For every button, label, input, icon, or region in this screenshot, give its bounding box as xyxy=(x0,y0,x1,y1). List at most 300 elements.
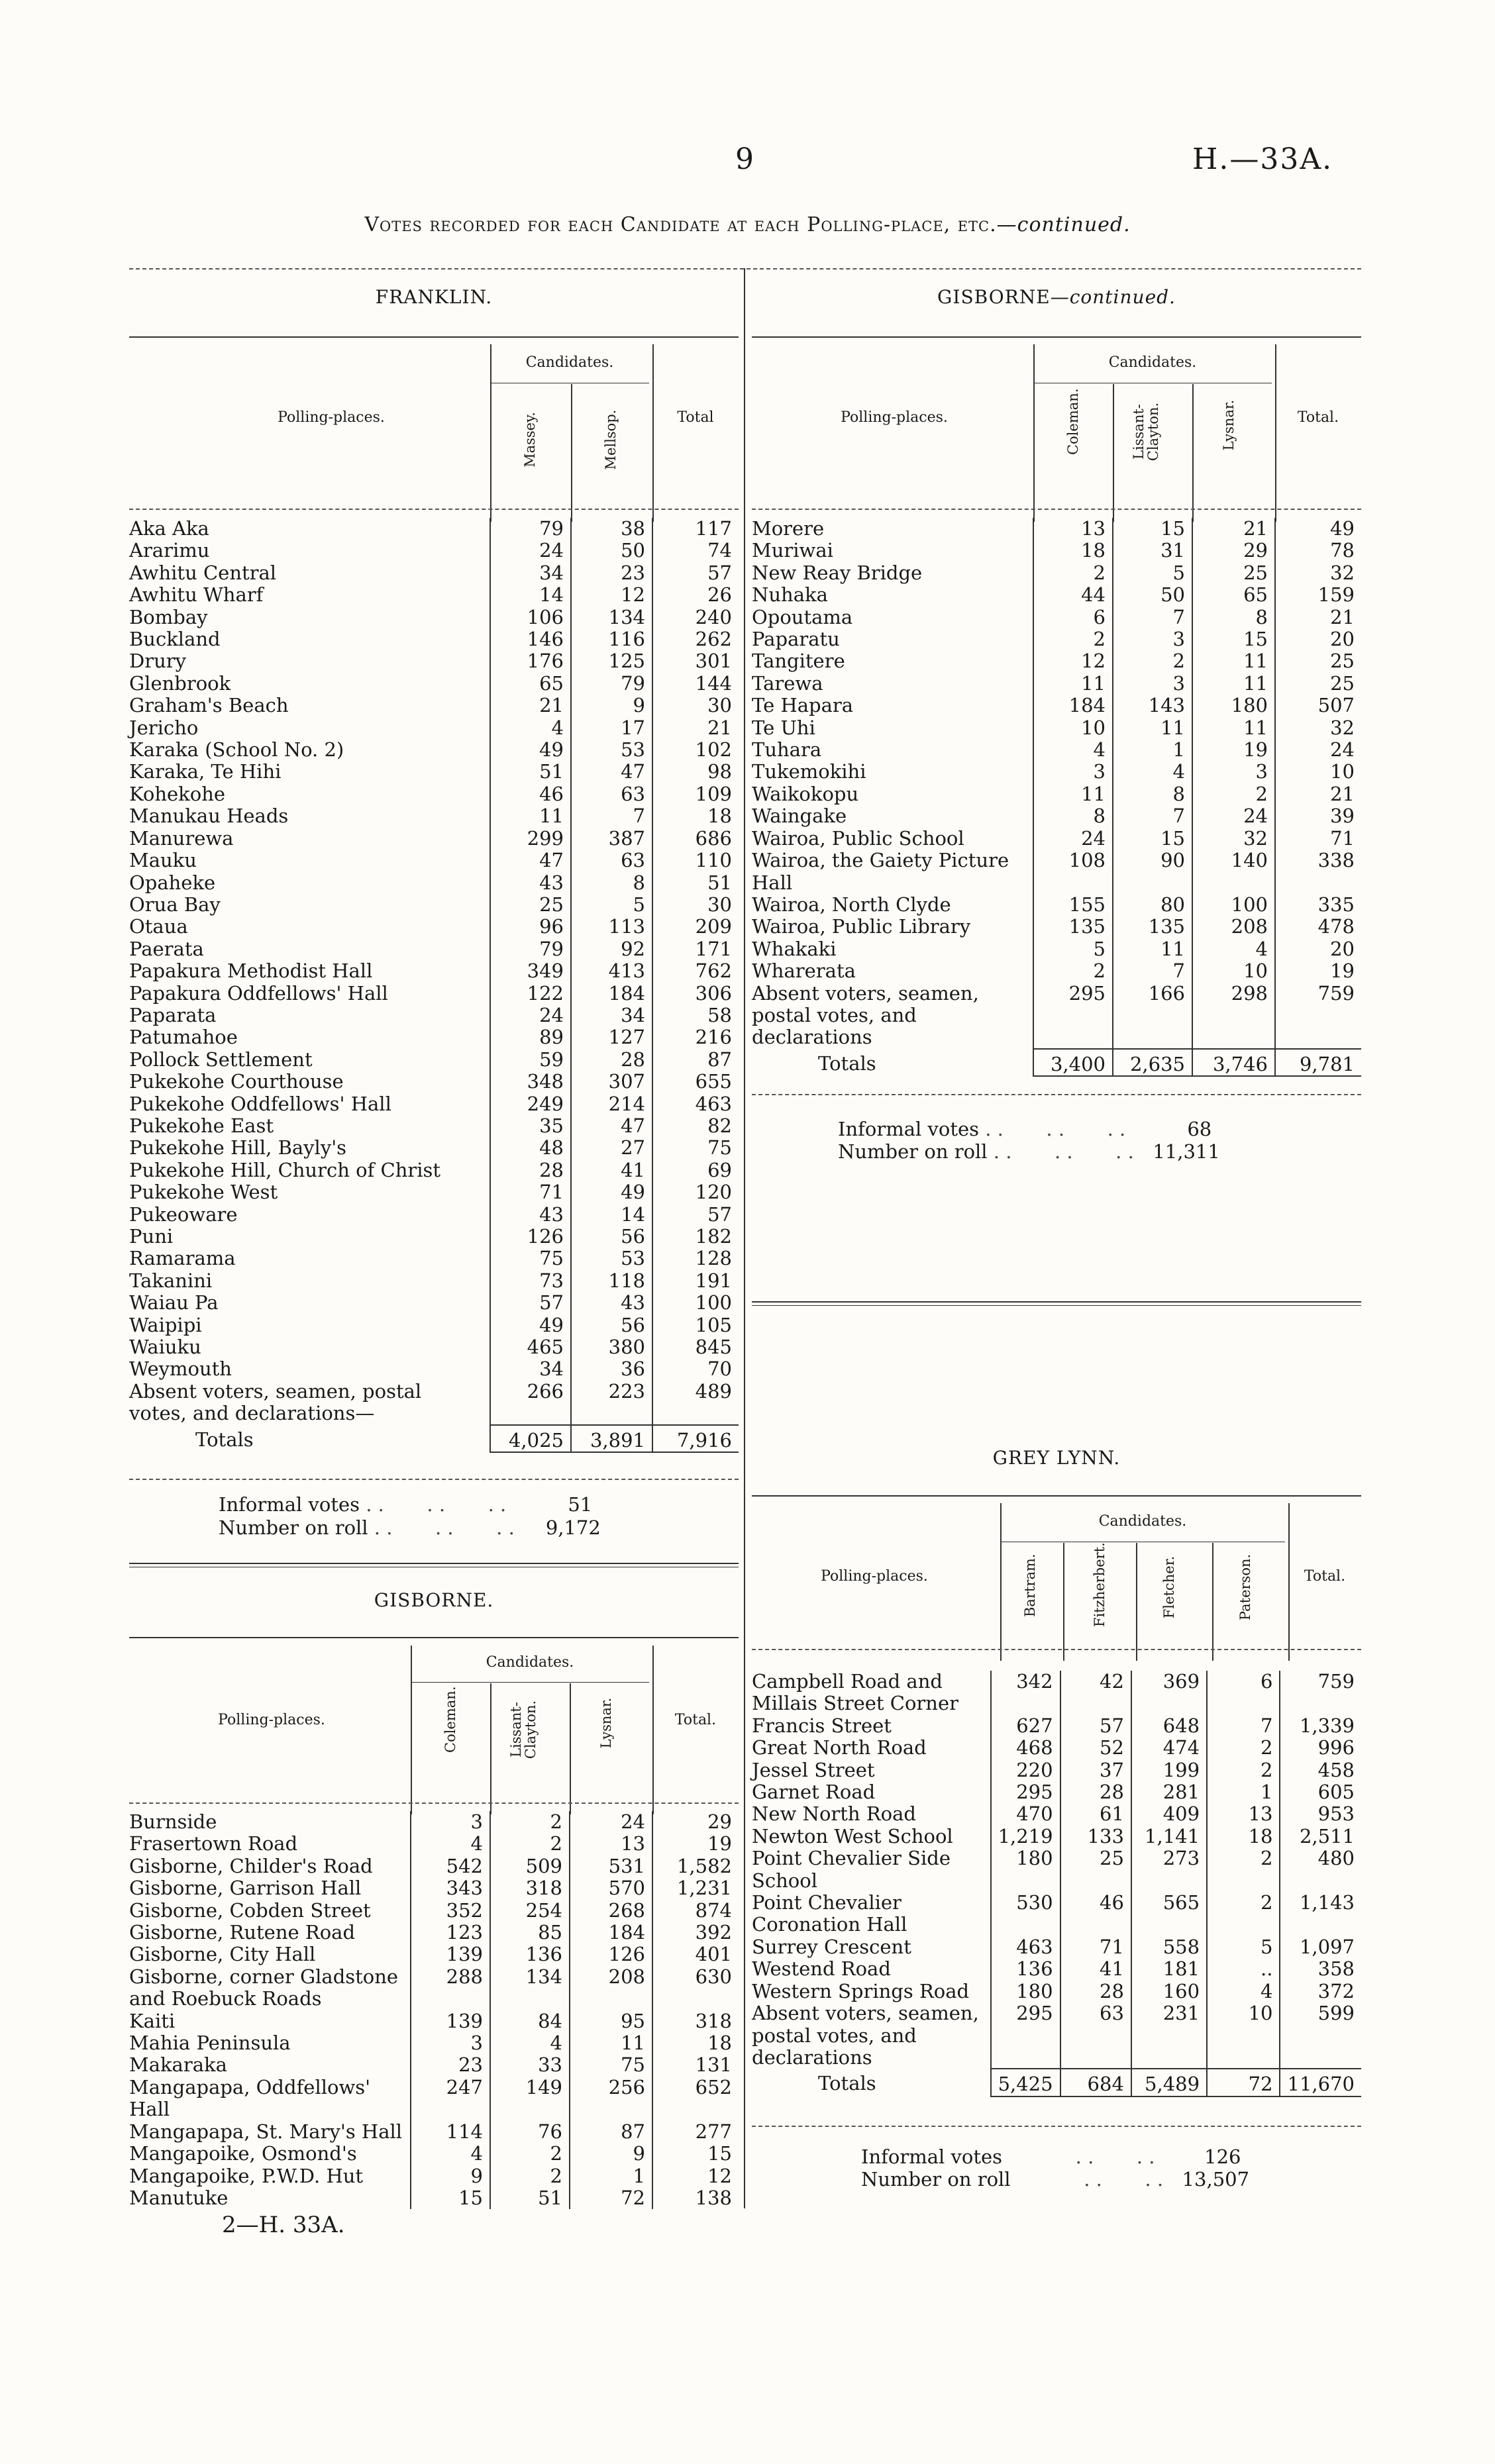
franklin-polling-place: Kohekohe xyxy=(129,782,226,805)
franklin-grand-total: 7,916 xyxy=(652,1425,739,1452)
gisborne-polling-place: Tukemokihi xyxy=(752,760,866,783)
franklin-votes-cell: 348 xyxy=(490,1071,571,1093)
gisborne-roll: Number on roll . . . . . . 11,311 xyxy=(838,1140,1220,1163)
grey-lynn-votes-cell: 5 xyxy=(1207,1936,1280,1958)
franklin-row xyxy=(129,1005,739,1026)
franklin-polling-place: Takanini xyxy=(129,1269,213,1292)
grey-lynn-totals-cell: 5,489 xyxy=(1131,2069,1207,2096)
grey-lynn-cand-1: Fitzherbert. xyxy=(1092,1542,1108,1627)
gisborne-total-cell: 20 xyxy=(1275,938,1361,960)
gisborne-row xyxy=(129,1833,739,1855)
gisborne-polling-place: Wharerata xyxy=(752,960,856,983)
gisborne-votes-cell: 8 xyxy=(1033,805,1113,827)
gisborne-row xyxy=(129,1922,739,1944)
gisborne-polling-place: Gisborne, Childer's Road xyxy=(129,1854,373,1877)
gisborne-votes-cell: 51 xyxy=(490,2187,570,2209)
franklin-votes-cell: 51 xyxy=(490,761,571,783)
franklin-votes-cell: 266 xyxy=(490,1381,571,1425)
gisborne-polling-place: Mangapapa, Oddfellows' Hall xyxy=(129,2075,371,2121)
franklin-total-cell: 120 xyxy=(652,1181,739,1203)
gisborne-votes-cell: 542 xyxy=(411,1855,490,1877)
grey-lynn-votes-cell: 136 xyxy=(991,1958,1060,1980)
gisborne-votes-cell: 208 xyxy=(570,1966,652,2010)
gisborne-row xyxy=(752,739,1361,761)
franklin-row xyxy=(129,1181,739,1203)
gisborne-votes-cell: 11 xyxy=(1192,650,1275,672)
grey-lynn-informal-value: 126 xyxy=(1204,2145,1241,2168)
subtitle-continued: continued. xyxy=(1017,213,1131,236)
franklin-total-cell: 463 xyxy=(652,1093,739,1115)
gisborne-polling-place: Absent voters, seamen, postal votes, and declarations xyxy=(752,981,979,1049)
gisborne-votes-cell: 90 xyxy=(1113,850,1192,894)
gisborne-totals-label: Totals xyxy=(818,1052,876,1075)
franklin-row xyxy=(129,1071,739,1093)
franklin-total-cell: 58 xyxy=(652,1005,739,1026)
franklin-total-cell: 51 xyxy=(652,872,739,894)
franklin-total-cell: 102 xyxy=(652,739,739,761)
franklin-votes-cell: 17 xyxy=(571,717,652,739)
gisborne-votes-cell: 4 xyxy=(1113,761,1192,783)
gisborne-votes-cell: 247 xyxy=(411,2077,490,2121)
gisborne-total-cell: 71 xyxy=(1275,828,1361,850)
gisborne-polling-place: Tangitere xyxy=(752,650,845,673)
franklin-polling-place: Aka Aka xyxy=(129,517,209,540)
grey-lynn-votes-cell: 409 xyxy=(1131,1803,1207,1825)
franklin-bottom-rule xyxy=(129,1479,739,1480)
franklin-total-cell: 762 xyxy=(652,960,739,982)
franklin-votes-cell: 49 xyxy=(490,739,571,761)
franklin-polling-place: Papakura Oddfellows' Hall xyxy=(129,981,388,1005)
gisborne-polling-place: Wairoa, North Clyde xyxy=(752,893,951,916)
gisborne-cont-title-cont: continued. xyxy=(1069,286,1176,308)
franklin-polling-place: Weymouth xyxy=(129,1357,232,1381)
gisborne-votes-cell: 100 xyxy=(1192,894,1275,916)
franklin-votes-cell: 14 xyxy=(490,584,571,606)
grey-lynn-cand-2: Fletcher. xyxy=(1161,1555,1177,1619)
gisborne-row xyxy=(129,2032,739,2054)
gisborne-row xyxy=(129,1811,739,1833)
franklin-polling-place: Manukau Heads xyxy=(129,805,289,828)
grey-lynn-hdr-vrule xyxy=(1000,1503,1002,1661)
grey-lynn-totals-row xyxy=(752,2069,1361,2096)
gisborne-votes-cell: 295 xyxy=(1033,983,1113,1049)
grey-lynn-votes-cell: 463 xyxy=(991,1936,1060,1958)
gisborne-row xyxy=(129,2187,739,2209)
grey-lynn-votes-cell: 25 xyxy=(1060,1848,1131,1892)
franklin-polling-label: Polling-places. xyxy=(278,409,385,426)
franklin-votes-cell: 349 xyxy=(490,960,571,982)
grey-lynn-row xyxy=(752,1936,1361,1958)
gisborne-votes-cell: 18 xyxy=(1033,540,1113,562)
grey-lynn-votes-cell: 2 xyxy=(1207,1737,1280,1759)
franklin-votes-cell: 11 xyxy=(490,805,571,827)
gisborne-votes-cell: 288 xyxy=(411,1966,490,2010)
grey-lynn-votes-cell: 133 xyxy=(1060,1826,1131,1848)
gisborne-cont-cand-2: Lysnar. xyxy=(1221,399,1237,451)
gisborne-row xyxy=(129,2121,739,2143)
gisborne-votes-cell: 3 xyxy=(1192,761,1275,783)
gisborne-votes-cell: 180 xyxy=(1192,695,1275,716)
gisborne-row xyxy=(752,850,1361,894)
grey-lynn-votes-cell: 57 xyxy=(1060,1715,1131,1737)
franklin-row xyxy=(129,1159,739,1181)
grey-lynn-total-cell: 358 xyxy=(1280,1958,1361,1980)
grey-lynn-votes-cell: 295 xyxy=(991,2002,1060,2069)
grey-lynn-row xyxy=(752,1848,1361,1892)
gisborne-votes-cell: 2 xyxy=(1033,628,1113,650)
franklin-total-cell: 306 xyxy=(652,983,739,1005)
franklin-polling-place: Manurewa xyxy=(129,826,234,850)
gisborne-candidates-rule xyxy=(411,1682,649,1683)
franklin-total-cell: 57 xyxy=(652,1204,739,1226)
franklin-votes-cell: 122 xyxy=(490,983,571,1005)
grey-lynn-votes-cell: 160 xyxy=(1131,1981,1207,2002)
grey-lynn-header-top-rule xyxy=(752,1495,1361,1497)
gisborne-votes-cell: 23 xyxy=(411,2054,490,2076)
franklin-row xyxy=(129,1226,739,1248)
gisborne-votes-cell: 5 xyxy=(1113,562,1192,584)
gisborne-cont-hdr-vrule xyxy=(1033,344,1035,522)
grey-lynn-total-cell: 1,143 xyxy=(1280,1892,1361,1936)
gisborne-votes-cell: 352 xyxy=(411,1900,490,1922)
franklin-row xyxy=(129,983,739,1005)
grey-lynn-votes-cell: 1,219 xyxy=(991,1826,1060,1848)
franklin-votes-cell: 27 xyxy=(571,1137,652,1159)
gisborne-polling-place: Te Hapara xyxy=(752,694,854,717)
franklin-votes-cell: 12 xyxy=(571,584,652,606)
franklin-polling-place: Ararimu xyxy=(129,539,210,562)
gisborne-row xyxy=(129,1944,739,1965)
gisborne-total-cell: 32 xyxy=(1275,717,1361,739)
franklin-row xyxy=(129,1314,739,1336)
grey-lynn-polling-label: Polling-places. xyxy=(821,1568,928,1585)
gisborne-polling-place: Mangapoike, P.W.D. Hut xyxy=(129,2164,364,2187)
franklin-total-cell: 100 xyxy=(652,1292,739,1314)
gisborne-polling-place: Kaiti xyxy=(129,2009,176,2032)
franklin-total-cell: 128 xyxy=(652,1248,739,1269)
franklin-row xyxy=(129,562,739,584)
franklin-votes-cell: 25 xyxy=(490,894,571,916)
grey-lynn-total-cell: 953 xyxy=(1280,1803,1361,1825)
gisborne-row xyxy=(752,650,1361,672)
gisborne-totals-cell: 3,400 xyxy=(1033,1049,1113,1076)
grey-lynn-polling-place: Point Chevalier Coronation Hall xyxy=(752,1891,907,1936)
franklin-header-top-rule xyxy=(129,336,739,338)
gisborne-votes-cell: 32 xyxy=(1192,828,1275,850)
franklin-hdr-vrule xyxy=(652,344,654,522)
franklin-total-cell: 69 xyxy=(652,1159,739,1181)
gisborne-row xyxy=(129,2165,739,2187)
gisborne-polling-place: Mangapoike, Osmond's xyxy=(129,2142,357,2165)
gisborne-polling-place: Te Uhi xyxy=(752,716,815,739)
grey-lynn-votes-cell: 369 xyxy=(1131,1671,1207,1715)
gisborne-votes-cell: 184 xyxy=(1033,695,1113,716)
franklin-votes-cell: 71 xyxy=(490,1181,571,1203)
gisborne-votes-cell: 11 xyxy=(570,2032,652,2054)
franklin-total-cell: 240 xyxy=(652,607,739,628)
gisborne-row xyxy=(752,540,1361,562)
gisborne-total-cell: 10 xyxy=(1275,761,1361,783)
franklin-row xyxy=(129,1115,739,1137)
gisborne-votes-cell: 24 xyxy=(1033,828,1113,850)
grey-lynn-hdr-vrule xyxy=(1212,1543,1213,1661)
gisborne-votes-cell: 11 xyxy=(1033,673,1113,695)
grey-lynn-row xyxy=(752,1715,1361,1737)
franklin-votes-cell: 34 xyxy=(571,1005,652,1026)
grey-lynn-row xyxy=(752,1781,1361,1803)
grey-lynn-hdr-vrule xyxy=(1063,1543,1064,1661)
grey-lynn-polling-place: Western Springs Road xyxy=(752,1979,970,2002)
grey-lynn-row xyxy=(752,1759,1361,1781)
gisborne-votes-cell: 4 xyxy=(490,2032,570,2054)
franklin-polling-place: Pukekohe East xyxy=(129,1114,274,1137)
gisborne-total-cell: 507 xyxy=(1275,695,1361,716)
grey-lynn-row xyxy=(752,1981,1361,2002)
franklin-votes-cell: 75 xyxy=(490,1248,571,1269)
gisborne-total-cell: 159 xyxy=(1275,584,1361,606)
grey-lynn-votes-cell: 199 xyxy=(1131,1759,1207,1781)
gisborne-row xyxy=(752,916,1361,938)
grey-lynn-votes-cell: 474 xyxy=(1131,1737,1207,1759)
franklin-total-cell: 655 xyxy=(652,1071,739,1093)
gisborne-cont-hdr-vrule xyxy=(1192,384,1194,522)
gisborne-votes-cell: 29 xyxy=(1192,540,1275,562)
gisborne-totals-cell: 2,635 xyxy=(1113,1049,1192,1076)
gisborne-votes-cell: 4 xyxy=(411,1833,490,1855)
grey-lynn-polling-place: Campbell Road and Millais Street Corner xyxy=(752,1670,958,1715)
grey-lynn-polling-place: Great North Road xyxy=(752,1736,927,1759)
gisborne-polling-place: Manutuke xyxy=(129,2186,229,2209)
franklin-polling-place: Pukekohe Hill, Church of Christ xyxy=(129,1158,441,1181)
franklin-total-cell: 82 xyxy=(652,1115,739,1137)
grey-lynn-votes-cell: 2 xyxy=(1207,1759,1280,1781)
gisborne-total-cell: 1,231 xyxy=(652,1877,739,1899)
grey-lynn-votes-cell: 18 xyxy=(1207,1826,1280,1848)
franklin-row xyxy=(129,916,739,938)
gisborne-votes-cell: 85 xyxy=(490,1922,570,1944)
franklin-polling-place: Papakura Methodist Hall xyxy=(129,960,373,983)
grey-lynn-total-cell: 372 xyxy=(1280,1981,1361,2002)
franklin-row xyxy=(129,1204,739,1226)
franklin-votes-cell: 125 xyxy=(571,650,652,672)
franklin-hdr-vrule xyxy=(490,344,491,522)
gisborne-polling-label: Polling-places. xyxy=(218,1712,325,1728)
franklin-polling-place: Graham's Beach xyxy=(129,694,289,717)
franklin-votes-cell: 7 xyxy=(571,805,652,827)
gisborne-total-cell: 21 xyxy=(1275,783,1361,805)
grey-lynn-votes-cell: 42 xyxy=(1060,1671,1131,1715)
gisborne-votes-cell: 2 xyxy=(490,2165,570,2187)
franklin-votes-cell: 43 xyxy=(490,872,571,894)
franklin-polling-place: Awhitu Wharf xyxy=(129,583,264,607)
gisborne-votes-cell: 123 xyxy=(411,1922,490,1944)
franklin-polling-place: Paerata xyxy=(129,937,204,960)
franklin-total-cell: 301 xyxy=(652,650,739,672)
gisborne-votes-cell: 13 xyxy=(1033,518,1113,540)
franklin-row xyxy=(129,783,739,805)
document-reference: H.—33A. xyxy=(1192,142,1333,176)
gisborne-polling-place: Nuhaka xyxy=(752,583,828,607)
grey-lynn-row xyxy=(752,2002,1361,2069)
franklin-votes-cell: 63 xyxy=(571,850,652,871)
gisborne-votes-cell: 509 xyxy=(490,1855,570,1877)
gisborne-votes-cell: 21 xyxy=(1192,518,1275,540)
grey-lynn-votes-cell: 181 xyxy=(1131,1958,1207,1980)
gisborne-cont-hdr-vrule xyxy=(1275,344,1276,522)
grey-lynn-votes-cell: 530 xyxy=(991,1892,1060,1936)
franklin-votes-cell: 5 xyxy=(571,894,652,916)
franklin-votes-cell: 116 xyxy=(571,628,652,650)
gisborne-votes-cell: 256 xyxy=(570,2077,652,2121)
grey-lynn-polling-place: Westend Road xyxy=(752,1957,891,1981)
franklin-polling-place: Ramarama xyxy=(129,1247,236,1270)
gisborne-votes-cell: 65 xyxy=(1192,584,1275,606)
gisborne-votes-cell: 24 xyxy=(1192,805,1275,827)
franklin-header-bottom-rule xyxy=(129,509,739,510)
gisborne-total-cell: 1,582 xyxy=(652,1855,739,1877)
grey-lynn-row xyxy=(752,1671,1361,1715)
grey-lynn-roll-label: Number on roll xyxy=(861,2168,1011,2191)
franklin-votes-cell: 8 xyxy=(571,872,652,894)
gisborne-polling-place: Makaraka xyxy=(129,2053,227,2077)
franklin-total-cell: 109 xyxy=(652,783,739,805)
franklin-total-cell: 171 xyxy=(652,938,739,960)
gisborne-votes-cell: 15 xyxy=(1192,628,1275,650)
franklin-votes-cell: 35 xyxy=(490,1115,571,1137)
franklin-polling-place: Otaua xyxy=(129,915,188,938)
grey-lynn-row xyxy=(752,1892,1361,1936)
franklin-row xyxy=(129,1137,739,1159)
franklin-polling-place: Waiau Pa xyxy=(129,1291,219,1314)
subtitle-main: Votes recorded for each Candidate at each Polling-place, etc.— xyxy=(364,213,1017,236)
franklin-votes-cell: 106 xyxy=(490,607,571,628)
grey-lynn-header-bottom-rule xyxy=(752,1649,1361,1650)
franklin-row xyxy=(129,938,739,960)
gisborne-polling-place: Tuhara xyxy=(752,738,822,762)
gisborne-votes-cell: 8 xyxy=(1113,783,1192,805)
gisborne-total-cell: 18 xyxy=(652,2032,739,2054)
gisborne-polling-place: Gisborne, corner Gladstone and Roebuck Roads xyxy=(129,1965,399,2010)
franklin-row xyxy=(129,1381,739,1425)
gisborne-row xyxy=(752,628,1361,650)
franklin-votes-cell: 59 xyxy=(490,1049,571,1071)
franklin-polling-place: Buckland xyxy=(129,628,221,651)
gisborne-polling-place: Gisborne, Garrison Hall xyxy=(129,1877,362,1900)
franklin-votes-cell: 38 xyxy=(571,518,652,540)
gisborne-row xyxy=(752,695,1361,716)
gisborne-votes-cell: 15 xyxy=(1113,828,1192,850)
franklin-row xyxy=(129,1248,739,1269)
franklin-title: FRANKLIN. xyxy=(375,286,493,308)
franklin-row xyxy=(129,960,739,982)
gisborne-row xyxy=(752,938,1361,960)
grey-lynn-candidates-label: Candidates. xyxy=(1098,1513,1187,1530)
franklin-votes-cell: 176 xyxy=(490,650,571,672)
gisborne-row xyxy=(752,960,1361,982)
gisborne-total-cell: 335 xyxy=(1275,894,1361,916)
gisborne-polling-place: Waikokopu xyxy=(752,782,859,805)
franklin-polling-place: Pukekohe Oddfellows' Hall xyxy=(129,1092,391,1115)
franklin-votes-cell: 79 xyxy=(490,938,571,960)
gisborne-row xyxy=(752,584,1361,606)
grey-lynn-votes-cell: 1 xyxy=(1207,1781,1280,1803)
gisborne-votes-cell: 44 xyxy=(1033,584,1113,606)
franklin-votes-cell: 47 xyxy=(490,850,571,871)
gisborne-cand-1: Lissant-Clayton. xyxy=(508,1700,539,1759)
franklin-row xyxy=(129,695,739,716)
franklin-row xyxy=(129,1093,739,1115)
grey-lynn-total-cell: 2,511 xyxy=(1280,1826,1361,1848)
grey-lynn-votes-cell: 71 xyxy=(1060,1936,1131,1958)
grey-lynn-votes-cell: 342 xyxy=(991,1671,1060,1715)
gisborne-votes-cell: 114 xyxy=(411,2121,490,2143)
gisborne-votes-cell: 6 xyxy=(1033,607,1113,628)
gisborne-votes-cell: 268 xyxy=(570,1900,652,1922)
franklin-votes-cell: 49 xyxy=(490,1314,571,1336)
franklin-roll-label: Number on roll xyxy=(219,1516,368,1539)
gisborne-total-cell: 392 xyxy=(652,1922,739,1944)
franklin-total-cell: 262 xyxy=(652,628,739,650)
gisborne-votes-cell: 140 xyxy=(1192,850,1275,894)
gisborne-votes-cell: 25 xyxy=(1192,562,1275,584)
franklin-votes-cell: 28 xyxy=(490,1159,571,1181)
grey-lynn-total-cell: 996 xyxy=(1280,1737,1361,1759)
gisborne-votes-cell: 155 xyxy=(1033,894,1113,916)
franklin-total-cell: 105 xyxy=(652,1314,739,1336)
gisborne-row xyxy=(752,518,1361,540)
gisborne-polling-place: Wairoa, the Gaiety Picture Hall xyxy=(752,849,1009,894)
grey-lynn-votes-cell: 52 xyxy=(1060,1737,1131,1759)
gisborne-row xyxy=(752,607,1361,628)
franklin-votes-cell: 146 xyxy=(490,628,571,650)
gisborne-votes-cell: 24 xyxy=(570,1811,652,1833)
franklin-votes-cell: 48 xyxy=(490,1137,571,1159)
gisborne-cont-header-top-rule xyxy=(752,336,1361,338)
franklin-row xyxy=(129,872,739,894)
gisborne-votes-cell: 75 xyxy=(570,2054,652,2076)
franklin-polling-place: Awhitu Central xyxy=(129,561,277,584)
gisborne-votes-cell: 7 xyxy=(1113,805,1192,827)
grey-lynn-votes-cell: 468 xyxy=(991,1737,1060,1759)
franklin-votes-cell: 380 xyxy=(571,1336,652,1358)
franklin-total-cell: 845 xyxy=(652,1336,739,1358)
gisborne-votes-cell: 108 xyxy=(1033,850,1113,894)
franklin-votes-cell: 127 xyxy=(571,1026,652,1048)
gisborne-row xyxy=(752,717,1361,739)
grey-lynn-title: GREY LYNN. xyxy=(992,1447,1121,1469)
gisborne-hdr-vrule xyxy=(652,1646,654,1814)
gisborne-total-cell: 277 xyxy=(652,2121,739,2143)
column-divider xyxy=(744,268,745,2208)
gisborne-votes-cell: 570 xyxy=(570,1877,652,1899)
gisborne-roll-value: 11,311 xyxy=(1153,1140,1220,1163)
franklin-votes-cell: 387 xyxy=(571,828,652,850)
franklin-votes-cell: 53 xyxy=(571,1248,652,1269)
franklin-total-cell: 144 xyxy=(652,673,739,695)
franklin-polling-place: Pollock Settlement xyxy=(129,1048,313,1071)
franklin-votes-cell: 57 xyxy=(490,1292,571,1314)
grey-lynn-votes-cell: .. xyxy=(1207,1958,1280,1980)
gisborne-hdr-vrule xyxy=(490,1683,491,1814)
gisborne-votes-cell: 3 xyxy=(1113,628,1192,650)
grey-lynn-total-cell: 1,097 xyxy=(1280,1936,1361,1958)
franklin-votes-cell: 9 xyxy=(571,695,652,716)
gisborne-total-cell: 478 xyxy=(1275,916,1361,938)
franklin-polling-place: Pukekohe West xyxy=(129,1181,278,1204)
grey-lynn-votes-cell: 231 xyxy=(1131,2002,1207,2069)
franklin-votes-cell: 465 xyxy=(490,1336,571,1358)
franklin-total-cell: 74 xyxy=(652,540,739,562)
